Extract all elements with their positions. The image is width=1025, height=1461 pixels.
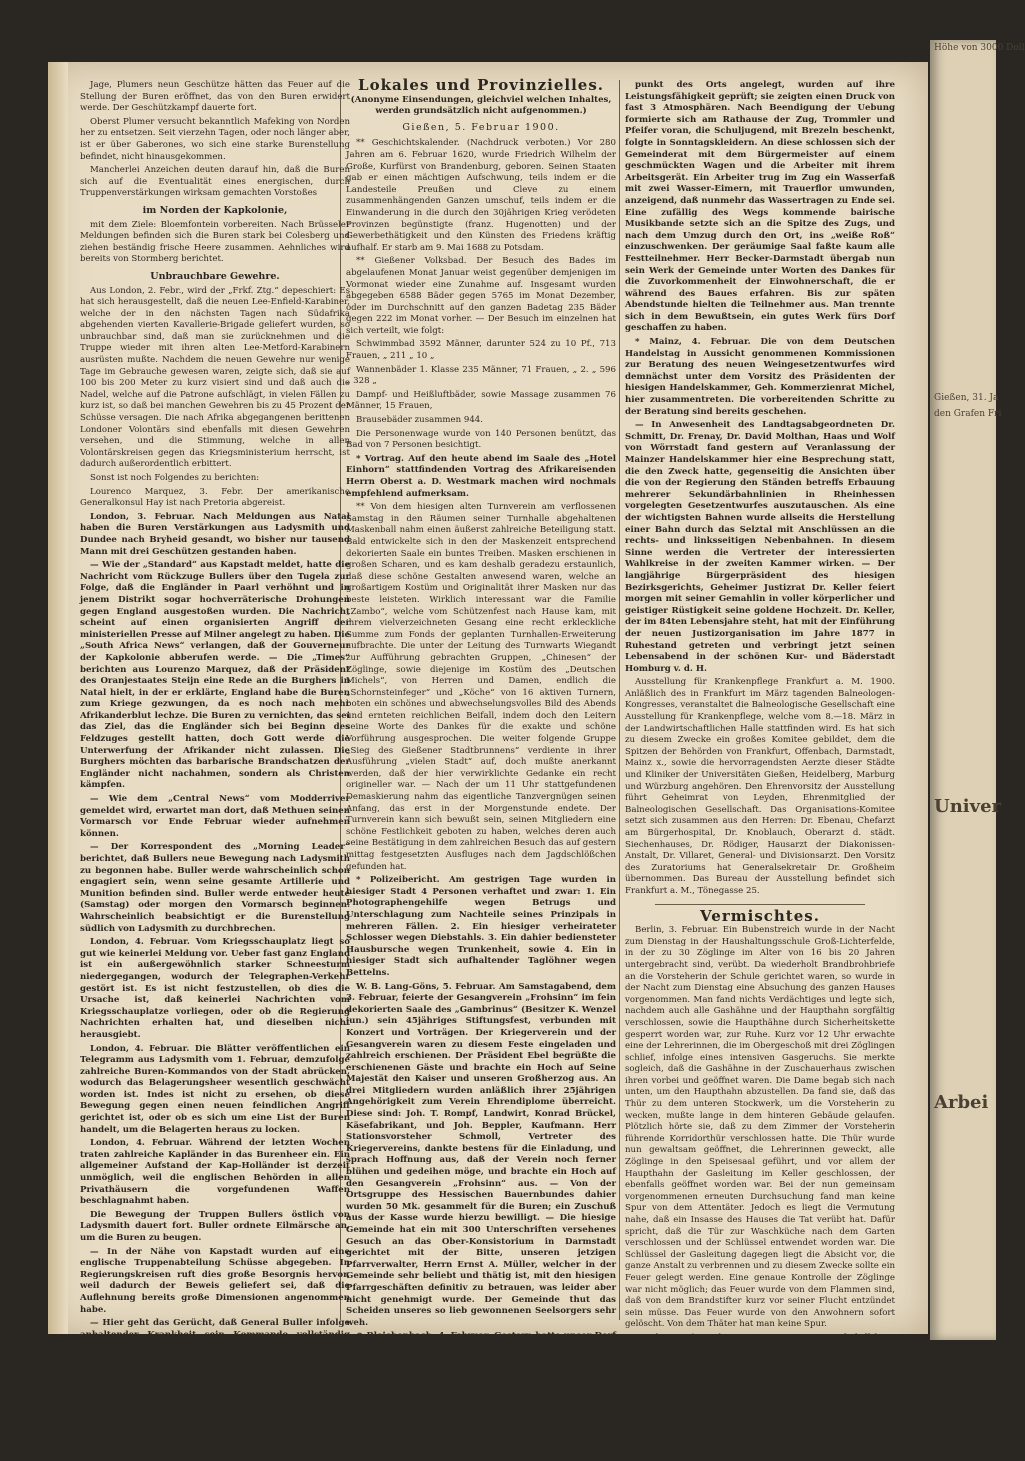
stats-line: Wannenbäder 1. Klasse 235 Männer, 71 Frauen, „ 2. „ 596 „ 328 „ — [346, 364, 616, 387]
edge-snippet: Gießen, 31. Ja — [934, 393, 999, 403]
paragraph: — Wie der „Standard“ aus Kapstadt meldet, hatte die Nachricht vom Rückzuge Bullers über den Tugela zur Folge, daß die Engländer in Paarl verhöhnt und in jenem Distrikt sogar hochverräterische Drohungen gegen England ausgestoßen wurden. Die Nachricht scheint auf einen organisierten Angriff der ministeriellen Presse auf Milner angelegt zu haben. Die „South Africa News“ verlangen, daß der Gouverneur der Kapkolonie abberufen werde. — Die „Times“ berichten aus Lourenzo Marquez, daß der Präsident des Oranjestaates Steijn eine Rede an die Burghers in Natal hielt, in der er erklärte, England habe die Buren zum Kriege gezwungen, da es noch nach mehr Afrikanderblut lechze. Die Buren zu vernichten, das sei das Ziel, das die Engländer sich bei Beginn des Feldzuges gestellt hatten, doch Gott werde die Unterwerfung der Afrikander nicht zulassen. Die Burghers möchten das barbarische Brandschatzen der Engländer nicht nachahmen, sondern als Christen kämpfen. — [80, 560, 350, 791]
paragraph: — In der Nähe von Kapstadt wurden auf eine englische Truppenabteilung Schüsse abgegeben. In Regierungskreisen ruft dies große Besorgnis hervor, weil dadurch der Beweis geliefert sei, daß die Auflehnung bereits große Dimensionen angenommen habe. — [80, 1246, 350, 1315]
adjacent-page-edge — [930, 40, 1025, 1340]
edge-heading: Univer — [934, 796, 1002, 817]
paragraph: Berlin, 3. Februar. Ein Bubenstreich wurde in der Nacht zum Dienstag in der Haushaltungsschule Groß-Lichterfelde, in der zu 30 Zöglinge im Alter von 16 bis 20 Jahren untergebracht sind, verübt. Da wiederholt Brandbrohbriefe an die Vorsteherin der Schule gerichtet waren, so wurde in der Nacht zum Dienstag eine Absuchung des ganzen Hauses vorgenommen. Man fand nichts Verdächtiges und legte sich, nachdem auch alle Gashähne und der Haupthahn sorgfältig verschlossen, sowie die Haupthähne durch Sicherheitskette gesperrt worden war, zur Ruhe. Kurz vor 12 Uhr erwachte eine der Lehrerinnen, die im Obergeschoß mit drei Zöglingen schlief, infolge eines intensiven Gasgeruchs. Sie merkte sogleich, daß die Gashähne in der Zuschauerhaus zwischen ihren vorbei und geöffnet waren. Die Dame begab sich nach unten, um den Haupthahn abzustellen. Da fand sie, daß das Thür zu dem unteren Stockwerk, um die Vorsteherin zu wecken, mußte lange in dem hinteren Gebäude gelaufen. Plötzlich hörte sie, daß zu dem Zimmer der Vorsteherin führende Korridorthür verschlossen hatte. Die Thür wurde nun gewaltsam geöffnet, die Lehrerinnen geweckt, alle Zöglinge in den Speisesaal geführt, und vor allem der Haupthahn der Gasleitung im Keller geschlossen, der ebenfalls geöffnet worden war. Bei der nun gemeinsam vorgenommenen erneuten Durchsuchung fand man keine Spur von dem Attentäter. Jedoch es liegt die Vermutung nahe, daß ein Insasse des Hauses die Tat verübt hat. Dafür spricht, daß die Tür zur Waschküche nach dem Garten verschlossen und der Schlüssel entwendet worden war. Die Schlüssel der Gasleitung dagegen liegt die Absicht vor, die ganze Anstalt zu verbrennen und zu diesem Zwecke sollte ein Feuer gelegt werden. Eine genaue Kontrolle der Zöglinge war nicht möglich; das Feuer wurde von dem Flammen sind, daß von dem Brandstifter kurz vor seiner Flucht entzündet sein müsse. Das Feuer wurde von den Anwohnern sofort gelöscht. Von dem Thäter hat man keine Spur. — [625, 925, 895, 1330]
paragraph: Jage, Plumers neun Geschütze hätten das Feuer auf die Stellung der Buren eröffnet, das von den Buren erwidert werde. Der Geschützkampf dauerte fort. — [80, 80, 350, 114]
paragraph: W. B. Lang-Göns, 5. Februar. Am Samstagabend, dem 3. Februar, feierte der Gesangverein „Frohsinn“ im fein dekorierten Saale des „Gambrinus“ (Besitzer K. Wenzel jun.) sein 45jähriges Stiftungsfest, verbunden mit Konzert und Vorträgen. Der Kriegerverein und der Gesangverein waren zu diesem Feste eingeladen und zahlreich erschienen. Der Präsident Ebel begrüßte die erschienenen Gäste und brachte ein Hoch auf Seine Majestät den Kaiser und unseren Großherzog aus. An drei Mitgliedern wurden anläßlich ihrer 25jährigen Angehörigkeit zum Verein Ehrendiplome überreicht. Diese sind: Joh. T. Rompf, Landwirt, Konrad Brückel, Käsefabrikant, und Joh. Beppler, Kaufmann. Herr Stationsvorsteher Schmoll, Vertreter des Kriegervereins, dankte bestens für die Einladung, und sprach Hoffnung aus, daß der Verein noch ferner blühen und gedeihen möge, und brachte ein Hoch auf den Gesangverein „Frohsinn“ aus. — Von der Ortsgruppe des Hessischen Bauernbundes dahier wurden 50 Mk. gesammelt für die Buren; ein Zuschuß aus der Kasse wurde hierzu bewilligt. — Die hiesige Gemeinde hat ein mit 300 Unterschriften versehenes Gesuch an das Ober-Konsistorium in Darmstadt gerichtet mit der Bitte, unseren jetzigen Pfarrverwalter, Herrn Ernst A. Müller, welcher in der Gemeinde sehr beliebt und thätig ist, mit den hiesigen Pfarrgeschäften definitiv zu betrauen, was leider aber nicht genehmigt wurde. Der Gemeinde thut das Scheiden unseres so lieb gewonnenen Seelsorgers sehr weh. — [346, 981, 616, 1328]
dateline: Gießen, 5. Februar 1900. — [402, 121, 560, 133]
paragraph: Die Bewegung der Truppen Bullers östlich von Ladysmith dauert fort. Buller ordnete Eilmärsche an, um die Buren zu beugen. — [80, 1209, 350, 1243]
paragraph: Hamburg, 4. Februar. Kann eine Dampfschiffahrts-Gesellschaft für die Folgen der Seekrankheit haftbar gemacht werden? Die Amerikanerin Sarah Ungermann aus Missouri, ärgerlich darüber, daß sie während der Ueberfahrt von den Schiffsärzten wie eine Kranke behandelt wurde, verklagte die Hamburg-Amerika-Linie auf Schadenersatz. Sie ist der Meinung, daß die Seekrankheit auf einem seit Jahrhunderten bekannten Uebel beruht, und deshalb nicht länger zu dulden sei. Die Klage der Amerikanerin wurde jedoch abgewiesen und die Gesellschaft freigesprochen. — [625, 1332, 895, 1448]
paragraph: London, 3. Februar. Ein Telegramm der „Central-News“ vom Modderriver vom 30. Januar besagt, es wird hier nicht erwartet, daß Lord Methuen im Stande sein werde, seinen Vormarsch gegen Ende April wieder aufzunehmen. — [80, 1354, 350, 1412]
paragraph: ** Geschichtskalender. (Nachdruck verboten.) Vor 280 Jahren am 6. Februar 1620, wurde Friedrich Wilhelm der Große, Kurfürst von Brandenburg, geboren. Seinen Staaten gab er einen mächtigen Aufschwung, teils indem er die Landesteile Preußen und Cleve zu einem zusammenhängenden Ganzen umschuf, teils indem er die Einwanderung in die durch den 30jährigen Krieg verödeten Provinzen begünstigte (franz. Hugenotten) und der Gewerbethätigkeit und den Künsten des Friedens kräftig aufhalf. Er starb am 9. Mai 1688 zu Potsdam. — [346, 138, 616, 253]
divider — [655, 904, 865, 905]
column-regional-news — [625, 80, 895, 1451]
paragraph: * Mainz, 4. Februar. Die von dem Deutschen Handelstag in Aussicht genommenen Kommissionen zur Beratung des neuen Weingesetzentwurfes wird demnächst unter dem Vorsitz des Präsidenten der hiesigen Handelskammer, Geh. Kommerzienrat Michel, hier zusammentreten. Die vorbereitenden Schritte zu der Beratung sind bereits geschehen. — [625, 337, 895, 417]
column-local-news — [346, 76, 616, 1461]
edge-snippet: den Grafen Fri — [934, 409, 1002, 419]
paragraph: punkt des Orts angelegt, wurden auf ihre Leistungsfähigkeit geprüft; sie zeigten einen Druck von fast 3 Atmosphären. Nach Beendigung der Uebung formierte sich am Rathause der Zug, Trommler und Pfeifer voran, die Schuljugend, mit Brezeln beschenkt, folgte in Sonntagskleidern. An diese schlossen sich der Gemeinderat mit dem Bürgermeister auf einem geschmückten Wagen und die Arbeiter mit ihrem Arbeitsgerät. Ein Arbeiter trug im Zug ein Wasserfaß mit zwei Wasser-Eimern, mit Trauerflor umwunden, anzeigend, daß nunmehr das Wassertragen zu Ende sei. Eine zufällig des Wegs kommende bairische Musikbande setzte sich an die Spitze des Zugs, und nach dem Umzug durch den Ort, ins „weiße Roß“ einzuschwenken. Der geräumige Saal faßte kaum alle Festteilnehmer. Herr Becker-Darmstadt übergab nun sein Werk der Gemeinde unter Worten des Dankes für die Zuvorkommenheit der Einwohnerschaft, die er während des Baues erfahren. Bis zur späten Abendstunde hielten die Teilnehmer aus. Man trennte sich in dem Bewußtsein, ein gutes Werk fürs Dorf geschaffen zu haben. — [625, 80, 895, 334]
paragraph: ⊙ Bleichenbach, 4. Februar. Gestern hatte unser Dorf ein festliches Gewand angelegt. Man feierte das Ende der Wasserleitungsarbeiten. Nachdem die Firma Gebr. Becker-Darmstadt Anfang November v. J. die Fassung der Quelle, Erbauung des Reservoirs begonnen, wurde bis Hausleitungen dieser Tage zu Ende. Gleichzeitig mit der Uebergabe der Leitung seitens des Unternehmers an die Gemeinde fand unter Leitung des Kreisfeuerwehr-Inspektors Fendt-Büdingen eine Uebung der Feuerwehr statt. Die angebrachten Hydranten, an den verschiedenen Knoten- — [346, 1331, 616, 1458]
subheading-gewehre: Unbrauchbare Gewehre. — [150, 270, 280, 282]
paragraph: ** Gießener Volksbad. Der Besuch des Bades im abgelaufenen Monat Januar weist gegenüber demjenigen im Vormonat wieder eine Zunahme auf. Insgesamt wurden abgegeben 6588 Bäder gegen 5765 im Monat Dezember, oder im Durchschnitt auf den ganzen Badetag 235 Bäder gegen 222 im Monat vorher. — Der Besuch im einzelnen hat sich verteilt, wie folgt: — [346, 256, 616, 336]
paragraph: * Polizeibericht. Am gestrigen Tage wurden in hiesiger Stadt 4 Personen verhaftet und zwar: 1. Ein Photographengehilfe wegen Betrugs und Unterschlagung zum Nachteile seines Prinzipals in mehreren Fällen. 2. Ein hiesiger verheirateter Schlosser wegen Diebstahls. 3. Ein dahier bediensteter Hausbursche wegen Trunkenheit, sowie 4. Ein in hiesiger Stadt sich aufhaltender Taglöhner wegen Bettelns. — [346, 875, 616, 978]
edge-filler — [930, 56, 996, 390]
paragraph: ** Von dem hiesigen alten Turnverein am verflossenen Samstag in den Räumen seiner Turnhalle abgehaltenen Maskenball nahm einen äußerst zahlreiche Beteiligung statt. Bald entwickelte sich in den der Maskenzeit entsprechend dekorierten Saale ein buntes Treiben. Masken erschienen in großen Scharen, und es kam deshalb geradezu erstaunlich, daß diese schöne Gestalten anwesend waren, welche an großartigem Kostüm und Originalität ihrer Masken nur das beste leisteten. Wirklich interessant war die Familie „Zambo“, welche vom Schützenfest nach Hause kam, mit ihrem vielverzeichneten Gesang eine recht erkleckliche Summe zum Fonds der geplanten Turnhallen-Erweiterung aufbrachte. Die unter der Leitung des Turnwarts Wiegandt zur Aufführung gebrachten Gruppen, „Chinesen“ der Zöglinge, sowie diejenige im Kostüm des „Deutschen Michels“, von Herren und Damen, endlich die „Schornsteinfeger“ und „Köche“ von 16 aktiven Turnern, boten ein schönes und abwechselungsvolles Bild des Abends und ernteten reichlichen Beifall, indem doch den Leitern seine Worte des Dankes für die exakte und schöne Vorführung ausgesprochen. Die weiter folgende Gruppe „Sieg des Gießener Stadtbrunnens“ verdiente in ihrer Ausführung „vielen Stadt“ auf, doch mußte anerkannt werden, daß der hier verwirklichte Gedanke ein recht origineller war. — Nach der um 11 Uhr stattgefundenen Demaskierung nahm das eigentliche Tanzvergnügen seinen Anfang, das erst in der Morgenstunde endete. Der Turnverein kann sich bewußt sein, seinen Mitgliedern eine schöne Festlichkeit geboten zu haben, welches deren auch seine Bestätigung in dem zahlreichen Besuch das auf gestern mittag festgesetzten Ausfluges nach dem Jagdschlößchen gefunden hat. — [346, 502, 616, 872]
section-title-lokales: Lokales und Provinzielles. — [358, 76, 604, 94]
edge-filler — [930, 828, 996, 1082]
column-rule-right — [619, 80, 620, 1320]
edge-heading: Arbei — [934, 1092, 989, 1113]
paragraph: Ausstellung für Krankenpflege Frankfurt a. M. 1900. Anläßlich des in Frankfurt im März tagenden Balneologen-Kongresses, veranstaltet die Balneologische Gesellschaft eine Ausstellung für Krankenpflege, welche vom 8.—18. März in der Landwirtschaftlichen Halle stattfinden wird. Es hat sich zu diesem Zwecke ein großes Komitee gebildet, dem die Spitzen der Behörden von Frankfurt, Offenbach, Darmstadt, Mainz x., sowie die hervorragendsten Aerzte dieser Städte und Kliniker der Universitäten Gießen, Heidelberg, Marburg und Würzburg angehören. Den Ehrenvorsitz der Ausstellung führt Geheimrat von Leyden, Ehrenmitglied der Balneologischen Gesellschaft. Das Organisations-Komitee setzt sich zusammen aus den Herren: Dr. Ebenau, Chefarzt am Bürgerhospital, Dr. Knoblauch, Oberarzt d. städt. Siechenhauses, Dr. Rödiger, Hausarzt der Diakonissen-Anstalt, Dr. Villaret, General- und Divisionsarzt. Den Vorsitz des Zuratoriums hat Generalsekretair Dr. Großheim übernommen. Das Bureau der Ausstellung befindet sich Frankfurt a. M., Tönegasse 25. — [625, 677, 895, 896]
paragraph: — In Anwesenheit des Landtagsabgeordneten Dr. Schmitt, Dr. Frenay, Dr. David Molthan, Haas und Wolf von Wörrstadt fand gestern auf Veranlassung der Mainzer Handelskammer hier eine Besprechung statt, die den Zweck hatte, gegenseitig die Ansichten über die von der Regierung den Ständen betreffs Erbauung mehrerer Sekundärbahnlinien in Rheinhessen vorgelegten Gesetzentwurfes auszutauschen. Als eine der wichtigsten Bahnen wurde allseits die Herstellung einer Bahn durch das Selztal mit Anschlüssen an die rechts- und linksseitigen Nebenbahnen. In diesem Sinne werden die Vertreter der interessierten Wahlkreise in der zweiten Kammer wirken. — Der langjährige Bürgerpräsident des hiesigen Bezirksgerichts, Geheimer Justizrat Dr. Keller feiert morgen mit seiner Gemahlin in voller körperlicher und geistiger Rüstigkeit seine goldene Hochzeit. Dr. Keller, der im 84ten Lebensjahre steht, hat mit der Einführung der neuen Justizorganisation im Jahre 1877 in Ruhestand getreten und verbringt jetzt seinen Lebensabend in der schönen Kur- und Bäderstadt Homburg v. d. H. — [625, 420, 895, 674]
paragraph: London, 3. Februar. Nach Meldungen aus Natal haben die Buren Verstärkungen aus Ladysmith und Dundee nach Bryheid gesandt, wo bisher nur tausend Mann mit drei Geschützen gestanden haben. — [80, 511, 350, 557]
paragraph: — Hier geht das Gerücht, daß General Buller infolge anhaltender Krankheit sein Kommando vollständig niederlegen und nach England zurückkehren werde. — [80, 1318, 350, 1352]
stats-line: Schwimmbad 3592 Männer, darunter 524 zu 10 Pf., 713 Frauen, „ 211 „ 10 „ — [346, 339, 616, 362]
paragraph: mit dem Ziele: Bloemfontein vorbereiten. Nach Brüsseler Meldungen befinden sich die Buren stark bei Colesberg und ziehen beständig frische Heere zusammen. Aehnliches wird bereits von Stormberg berichtet. — [80, 219, 350, 265]
paragraph: London, 4. Februar. Die Blätter veröffentlichen ein Telegramm aus Ladysmith vom 1. Februar, demzufolge zahlreiche Buren-Kommandos von der Stadt abrücken, wodurch das Belagerungsheer wesentlich geschwächt worden ist. Indes ist nicht zu ersehen, ob diese Bewegung gegen einen neuen feindlichen Angriff gerichtet ist, oder ob es sich um eine List der Buren handelt, um die Belagerten heraus zu locken. — [80, 1043, 350, 1135]
paragraph: Mancherlei Anzeichen deuten darauf hin, daß die Buren sich auf die Eventualität eines energischen, durch Truppenverstärkungen wirksam gemachten Vorstoßes — [80, 165, 350, 199]
paragraph: Sonst ist noch Folgendes zu berichten: — [90, 473, 260, 483]
stats-line: Brausebäder zusammen 944. — [356, 415, 484, 426]
section-title-vermischtes: Vermischtes. — [700, 906, 820, 925]
paragraph: Lourenco Marquez, 3. Febr. Der amerikanische Generalkonsul Hay ist nach Pretoria abgereist. — [80, 486, 350, 509]
paragraph: Aus London, 2. Febr., wird der „Frkf. Ztg.“ depeschiert: Es hat sich herausgestellt, daß die neuen Lee-Enfield-Karabiner, welche der in den nächsten Tagen nach Südafrika abgehenden vierten Kavallerie-Brigade geliefert wurden, so unbrauchbar sind, daß man sie zurücknehmen und die Truppe wieder mit ihren alten Lee-Metford-Karabinern ausrüsten mußte. Nachdem die neuen Gewehre nur wenige Tage im Gebrauche gewesen waren, zeigte sich, daß sie auf 100 bis 200 Meter zu kurz visiert sind und daß auch die Nadel, welche auf die Patrone aufschlägt, in vielen Fällen zu kurz ist, so daß bei manchen Gewehren bis zu 45 Prozent der Schüsse versagen. Die nach Afrika abgegangenen berittenen Londoner Volontärs sind ebenfalls mit diesen Gewehren versehen, und die Stimmung, welche in allen Volontärskreisen gegen das Kriegsministerium herrscht, ist dadurch außerordentlich erbittert. — [80, 285, 350, 470]
subheading-kapkolonie: im Norden der Kapkolonie, — [142, 204, 288, 216]
paragraph: — Wie dem „Central News“ vom Modderriver gemeldet wird, erwartet man dort, daß Methuen seinen Vormarsch vor Ende Februar wieder aufnehmen können. — [80, 794, 350, 839]
paragraph: — Der Korrespondent des „Morning Leader“ berichtet, daß Bullers neue Bewegung nach Ladysmith zu begonnen habe. Buller werde wahrscheinlich schon engagiert sein, wenn seine gesamte Artillerie und Munition befinden sind. Buller werde entweder heute (Samstag) oder morgen den Vormarsch beginnen. Wahrscheinlich beabsichtigt er die Burenstellung südlich von Ladysmith zu durchbrechen. — [80, 842, 350, 934]
edge-filler — [930, 422, 996, 786]
edge-snippet: Höhe von 3000 Doll — [934, 43, 1025, 53]
paragraph: * Vortrag. Auf den heute abend im Saale des „Hotel Einhorn“ stattfindenden Vortrag des Afrikareisenden Herrn Oberst a. D. Westmark machen wird nochmals empfehlend aufmerksam. — [346, 453, 616, 499]
editorial-notice: (Anonyme Einsendungen, gleichviel welchen Inhaltes, werden grundsätzlich nicht aufgenommen.) — [350, 94, 612, 117]
stats-line: Dampf- und Heißluftbäder, sowie Massage zusammen 76 Männer, 15 Frauen, — [346, 389, 616, 412]
paragraph: Die Personenwage wurde von 140 Personen benützt, das Bad von 7 Personen besichtigt. — [346, 428, 616, 451]
paragraph: London, 4. Februar. Während der letzten Wochen traten zahlreiche Kapländer in das Burenheer ein. Ein allgemeiner Aufstand der Kap-Holländer ist derzeit unmöglich, weil die englischen Behörden in allen Privathäusern die vorgefundenen Waffen beschlagnahmt haben. — [80, 1138, 350, 1207]
paragraph: London, 4. Februar. Vom Kriegsschauplatz liegt so gut wie keinerlei Meldung vor. Ueber fast ganz England ist ein außergewöhnlich starker Schneesturm niedergegangen, wodurch der Telegraphen-Verkehr gestört ist. Es ist nicht festzustellen, ob dies die Ursache ist, daß keinerlei Nachrichten vom Kriegsschauplatze vorliegen, oder ob die Regierung Nachrichten erhalten hat, und dieselben nicht herausgiebt. — [80, 937, 350, 1040]
column-war-news — [80, 80, 350, 1415]
paragraph: Oberst Plumer versucht bekanntlich Mafeking von Norden her zu entsetzen. Seit vierzehn Tagen, oder noch länger aber, ist er über Gaberones, wo sich eine starke Burenstellung befindet, nicht hinausgekommen. — [80, 116, 350, 162]
